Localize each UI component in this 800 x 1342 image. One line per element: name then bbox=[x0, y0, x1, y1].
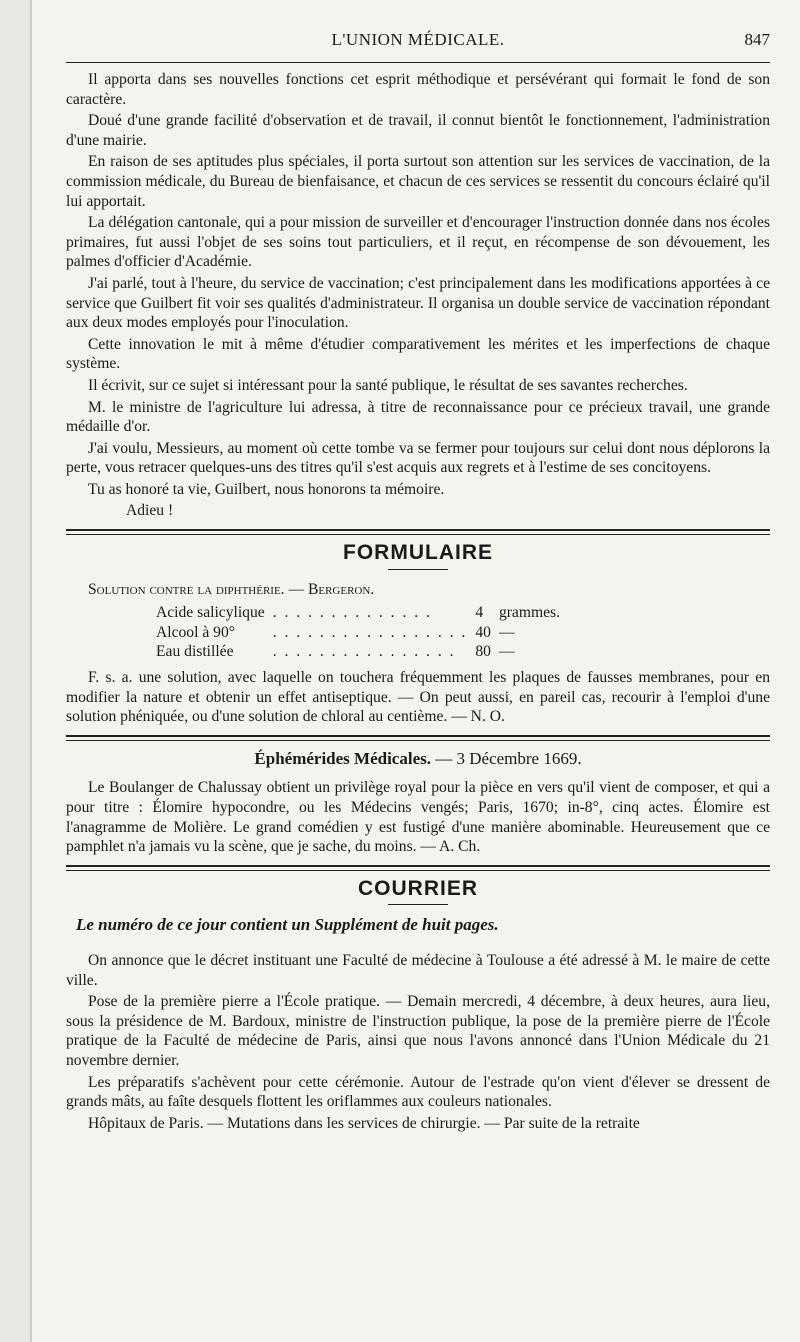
section-divider bbox=[66, 865, 770, 871]
recipe-row bbox=[152, 603, 564, 623]
ingredient-name: Acide salicylique bbox=[156, 604, 265, 622]
recipe-row bbox=[152, 623, 564, 643]
running-title: L'UNION MÉDICALE. bbox=[331, 30, 505, 49]
ephemerides-date: — 3 Décembre 1669. bbox=[435, 748, 582, 768]
paragraph: Il écrivit, sur ce sujet si intéressant pour la santé publique, le résultat de ses savantes recherches. bbox=[88, 376, 688, 394]
paragraph: Les préparatifs s'achèvent pour cette cérémonie. Autour de l'estrade qu'on vient d'élever se dressent de grands mâts, au faîte desquels flottent les oriflammes aux couleurs nationales. bbox=[66, 1073, 770, 1111]
leader-dots: . . . . . . . . . . . . . . bbox=[272, 604, 432, 622]
ingredient-unit: — bbox=[498, 643, 515, 661]
page-header bbox=[66, 30, 770, 58]
recipe-heading: Solution contre la diphthérie. — Bergeron. bbox=[88, 580, 375, 598]
paragraph: Tu as honoré ta vie, Guilbert, nous honorons ta mémoire. bbox=[88, 480, 445, 498]
formulaire-section bbox=[66, 543, 770, 727]
obituary-section bbox=[66, 70, 770, 521]
paragraph: On annonce que le décret instituant une Faculté de médecine à Toulouse a été adressé à M. le maire de cette ville. bbox=[66, 951, 770, 989]
ingredient-name: Eau distillée bbox=[156, 643, 234, 661]
page-sheet bbox=[30, 0, 800, 1342]
paragraph: M. le ministre de l'agriculture lui adressa, à titre de reconnaissance pour ce précieux travail, une grande médaille d'or. bbox=[66, 398, 770, 436]
paragraph: Doué d'une grande facilité d'observation et de travail, il connut bientôt le fonctionnement, l'administration d'une mairie. bbox=[66, 112, 770, 149]
ingredient-qty: 4 bbox=[475, 604, 484, 622]
ingredient-unit: grammes. bbox=[498, 604, 560, 622]
paragraph: En raison de ses aptitudes plus spéciales, il porta surtout son attention sur les services de vaccination, de la commission médicale, du Bureau de bienfaisance, et chacun de ces services se ressentit du concours éclairé qu'il lui apportait. bbox=[66, 153, 770, 210]
paragraph: La délégation cantonale, qui a pour mission de surveiller et d'encourager l'instruction donnée dans nos écoles primaires, fut aussi l'objet de ses soins tout particuliers, et il reçut, en récompense de son dévouement, les palmes d'officier d'Académie. bbox=[66, 214, 770, 271]
ingredient-qty: 40 bbox=[475, 623, 491, 641]
paragraph: Il apporta dans ses nouvelles fonctions cet esprit méthodique et persévérant qui formait le fond de son caractère. bbox=[66, 71, 770, 108]
title-underline bbox=[388, 904, 448, 905]
paragraph: Hôpitaux de Paris. — Mutations dans les services de chirurgie. — Par suite de la retraite bbox=[88, 1114, 640, 1132]
section-divider bbox=[66, 735, 770, 741]
courrier-section bbox=[66, 876, 770, 1134]
paragraph: Cette innovation le mit à même d'étudier comparativement les mérites et les imperfections de chaque système. bbox=[66, 335, 770, 373]
page-number: 847 bbox=[744, 30, 770, 49]
paragraph: J'ai voulu, Messieurs, au moment où cette tombe va se fermer pour toujours sur celui dont nous déplorons la perte, vous retracer quelques-uns des titres qu'il s'est acquis aux regrets et à l'estime de ses concitoyens. bbox=[66, 439, 770, 477]
ephemerides-heading: Éphémérides Médicales. bbox=[254, 748, 431, 768]
section-title: COURRIER bbox=[357, 876, 478, 900]
ingredient-name: Alcool à 90° bbox=[156, 623, 235, 641]
ephemerides-section bbox=[66, 749, 770, 857]
paragraph: Le Boulanger de Chalussay obtient un privilège royal pour la pièce en vers qu'il vient de composer, et qui a pour titre : Élomire hypocondre, ou les Médecins vengés; Paris, 1670; in-8°, cinq actes. Élomire est l'anagramme de Molière. Le grand comédien y est fustigé d'une manière abominable. Heureusement que ce pamphlet n'a jamais vu la scène, que je sache, du moins. — A. Ch. bbox=[66, 779, 770, 856]
recipe-row bbox=[152, 642, 564, 662]
leader-dots: . . . . . . . . . . . . . . . . . bbox=[272, 623, 468, 641]
paragraph: Pose de la première pierre a l'École pratique. — Demain mercredi, 4 décembre, à deux heures, aura lieu, sous la présidence de M. Bardoux, ministre de l'instruction publique, la pose de la première pierre de l'École pratique de la Faculté de médecine de Paris, ainsi que nous l'avons annoncé dans l'Union Médicale du 21 novembre dernier. bbox=[66, 993, 770, 1069]
title-underline bbox=[388, 569, 448, 570]
supplement-notice: Le numéro de ce jour contient un Supplément de huit pages. bbox=[76, 915, 499, 935]
leader-dots: . . . . . . . . . . . . . . . . bbox=[272, 643, 456, 661]
paragraph: J'ai parlé, tout à l'heure, du service de vaccination; c'est principalement dans les modifications apportées à ce service que Guilbert fit voir ses qualités d'administrateur. Il organisa un double service de vaccination répondant aux deux modes employés pour l'inoculation. bbox=[66, 274, 770, 332]
recipe-table bbox=[152, 603, 564, 662]
closing-line: Adieu ! bbox=[126, 502, 174, 520]
header-rule bbox=[66, 62, 770, 63]
ephemerides-title bbox=[66, 749, 770, 769]
page-body bbox=[66, 70, 770, 1135]
ingredient-qty: 80 bbox=[475, 643, 491, 661]
section-title: FORMULAIRE bbox=[343, 541, 493, 565]
paragraph: F. s. a. une solution, avec laquelle on touchera fréquemment les plaques de fausses membranes, pour en modifier la nature et obtenir un effet antiseptique. — On peut aussi, en pareil cas, recourir à l'emploi d'une solution phéniquée, ou d'une solution de chloral au centième. — N. O. bbox=[66, 669, 770, 726]
ingredient-unit: — bbox=[498, 623, 515, 641]
section-divider bbox=[66, 529, 770, 535]
